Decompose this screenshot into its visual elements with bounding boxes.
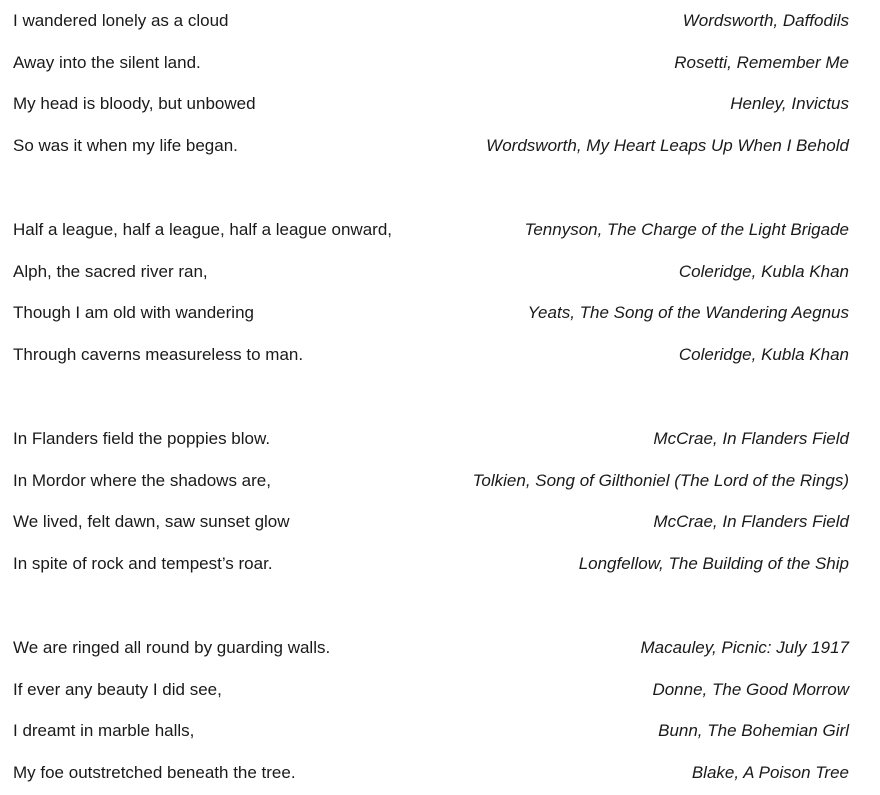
attribution: Coleridge, Kubla Khan	[678, 345, 849, 365]
poem-line: Alph, the sacred river ran,	[13, 261, 208, 281]
poem-line: Half a league, half a league, half a league onward,	[13, 219, 392, 239]
poem-line: My foe outstretched beneath the tree.	[13, 763, 296, 783]
poem-line: My head is bloody, but unbowed	[13, 94, 256, 114]
attribution: Tolkien, Song of Gilthoniel (The Lord of the Rings)	[472, 470, 849, 490]
attribution: Rosetti, Remember Me	[674, 52, 849, 72]
poem-line: In Flanders field the poppies blow.	[13, 428, 271, 448]
attribution: Bunn, The Bohemian Girl	[658, 721, 849, 741]
attribution: Donne, The Good Morrow	[652, 679, 849, 699]
attribution: Wordsworth, My Heart Leaps Up When I Behold	[486, 136, 849, 156]
quote-row	[13, 669, 849, 711]
poem-line: In Mordor where the shadows are,	[13, 470, 271, 490]
quote-row	[13, 711, 849, 753]
attribution: Henley, Invictus	[730, 94, 849, 114]
attribution: Blake, A Poison Tree	[691, 763, 849, 783]
quote-row	[13, 627, 849, 669]
attribution: Macauley, Picnic: July 1917	[640, 637, 849, 657]
quote-row	[13, 543, 849, 585]
group-spacer	[13, 585, 849, 627]
quote-row	[13, 251, 849, 293]
attribution: McCrae, In Flanders Field	[653, 512, 849, 532]
quote-row	[13, 125, 849, 167]
quote-row	[13, 0, 849, 42]
poem-line: Though I am old with wandering	[13, 303, 254, 323]
poem-line: Through caverns measureless to man.	[13, 345, 304, 365]
poem-line: We lived, felt dawn, saw sunset glow	[13, 512, 290, 532]
poem-line: I wandered lonely as a cloud	[13, 10, 229, 30]
attribution: Wordsworth, Daffodils	[682, 10, 849, 30]
group-spacer	[13, 376, 849, 418]
attribution: McCrae, In Flanders Field	[653, 428, 849, 448]
poem-line: In spite of rock and tempest’s roar.	[13, 554, 273, 574]
attribution: Longfellow, The Building of the Ship	[578, 554, 849, 574]
attribution: Coleridge, Kubla Khan	[678, 261, 849, 281]
quote-row	[13, 418, 849, 460]
quote-row	[13, 209, 849, 251]
poem-line: I dreamt in marble halls,	[13, 721, 195, 741]
quote-row	[13, 293, 849, 335]
poem-line: We are ringed all round by guarding walls.	[13, 637, 331, 657]
poem-line: So was it when my life began.	[13, 136, 238, 156]
group-spacer	[13, 167, 849, 209]
quote-row	[13, 460, 849, 502]
poem-line: Away into the silent land.	[13, 52, 201, 72]
quote-row	[13, 502, 849, 544]
quote-row	[13, 42, 849, 84]
attribution: Tennyson, The Charge of the Light Brigade	[524, 219, 849, 239]
poem-line: If ever any beauty I did see,	[13, 679, 222, 699]
quote-row	[13, 334, 849, 376]
quote-row	[13, 752, 849, 794]
attribution: Yeats, The Song of the Wandering Aegnus	[527, 303, 849, 323]
quote-row	[13, 84, 849, 126]
